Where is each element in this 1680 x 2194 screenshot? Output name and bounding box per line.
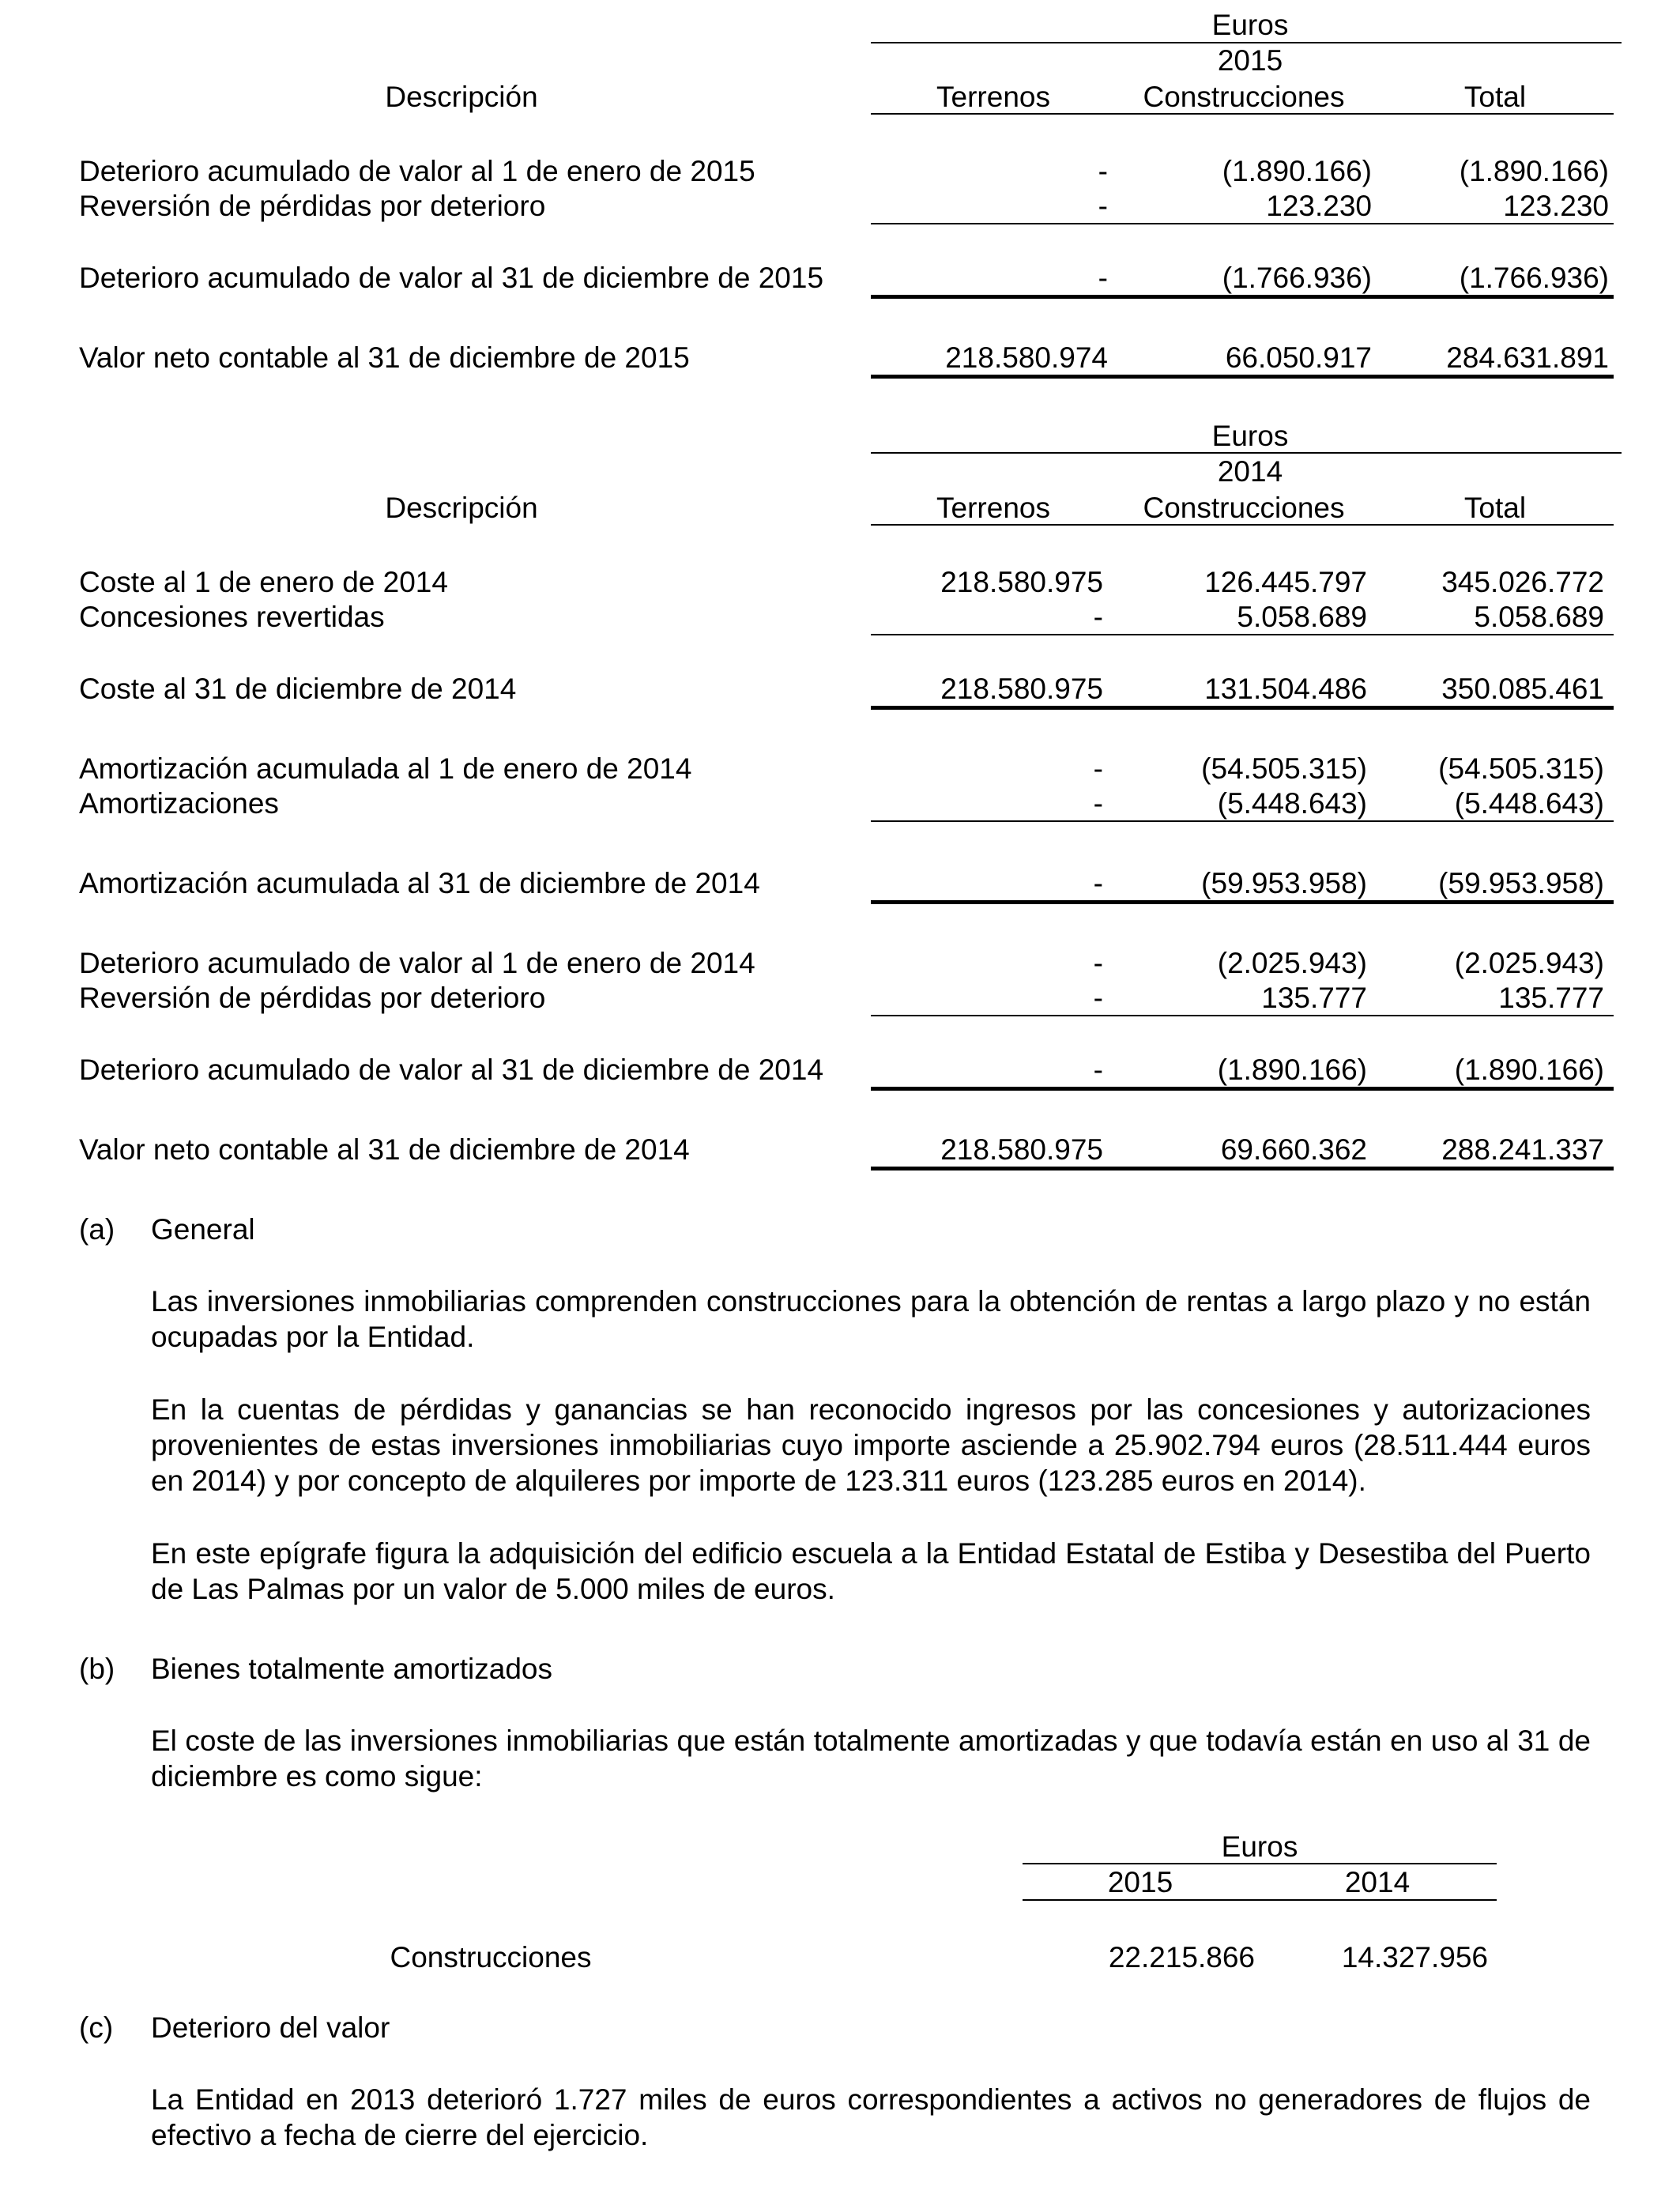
currency-header: Euros bbox=[1211, 420, 1289, 452]
section-title: General bbox=[151, 1213, 255, 1246]
section-title: Deterioro del valor bbox=[151, 2011, 390, 2044]
cell-total: 345.026.772 bbox=[1441, 566, 1604, 598]
row-label: Valor neto contable al 31 de diciembre de 2015 bbox=[79, 341, 690, 374]
cell-construcciones: (59.953.958) bbox=[1201, 867, 1367, 899]
row-label: Valor neto contable al 31 de diciembre de 2014 bbox=[79, 1133, 690, 1166]
year-header: 2015 bbox=[1217, 44, 1283, 77]
cell-total: (54.505.315) bbox=[1438, 752, 1604, 785]
cell-total: (5.448.643) bbox=[1454, 787, 1604, 820]
section-title: Bienes totalmente amortizados bbox=[151, 1653, 552, 1685]
total-rule bbox=[871, 375, 1614, 379]
row-label: Deterioro acumulado de valor al 31 de diciembre de 2014 bbox=[79, 1054, 824, 1086]
column-header-2014: 2014 bbox=[1344, 1866, 1411, 1898]
currency-header: Euros bbox=[1221, 1830, 1298, 1863]
paragraph: La Entidad en 2013 deterioró 1.727 miles de euros correspondientes a activos no generadores de flujos de efectivo a fecha de cierre del ejercicio. bbox=[151, 2083, 1591, 2151]
row-label: Concesiones revertidas bbox=[79, 601, 385, 633]
column-header-total: Total bbox=[1463, 81, 1527, 113]
row-label: Amortizaciones bbox=[79, 787, 279, 820]
cell-total: 5.058.689 bbox=[1474, 601, 1604, 633]
year-header: 2014 bbox=[1217, 455, 1283, 488]
column-header-terrenos: Terrenos bbox=[936, 81, 1050, 113]
cell-total: (2.025.943) bbox=[1454, 947, 1604, 979]
row-label: Amortización acumulada al 31 de diciembre de 2014 bbox=[79, 867, 760, 899]
paragraph: En la cuentas de pérdidas y ganancias se han reconocido ingresos por las concesiones y autorizaciones provenientes de estas inversiones inmobiliarias cuyo importe asciende a 25.902.794 euros (28.511.444 euros en 2014) y por concepto de alquileres por importe de 123.311 euros (123.285 euros en 2014). bbox=[151, 1393, 1591, 1497]
cell-terrenos: - bbox=[1098, 155, 1108, 187]
cell-construcciones: 69.660.362 bbox=[1220, 1133, 1367, 1166]
cell-total: 350.085.461 bbox=[1441, 673, 1604, 705]
cell-construcciones: 123.230 bbox=[1266, 190, 1372, 222]
cell-total: 288.241.337 bbox=[1441, 1133, 1604, 1166]
total-rule bbox=[871, 295, 1614, 299]
section-letter: (a) bbox=[79, 1213, 115, 1246]
paragraph: El coste de las inversiones inmobiliarias que están totalmente amortizadas y que todavía están en uso al 31 de diciembre es como sigue: bbox=[151, 1725, 1591, 1793]
cell-construcciones: (5.448.643) bbox=[1217, 787, 1367, 820]
cell-terrenos: - bbox=[1093, 947, 1103, 979]
column-header-total: Total bbox=[1463, 492, 1527, 524]
column-header-descripcion: Descripción bbox=[385, 81, 538, 113]
cell-total: (1.766.936) bbox=[1459, 262, 1609, 294]
cell-total: 123.230 bbox=[1503, 190, 1609, 222]
column-header-terrenos: Terrenos bbox=[936, 492, 1050, 524]
cell-terrenos: 218.580.975 bbox=[940, 566, 1103, 598]
row-label: Reversión de pérdidas por deterioro bbox=[79, 190, 546, 222]
row-label: Reversión de pérdidas por deterioro bbox=[79, 982, 546, 1014]
total-rule bbox=[871, 900, 1614, 904]
subtotal-rule bbox=[871, 634, 1614, 635]
subtotal-rule bbox=[871, 820, 1614, 822]
cell-total: (59.953.958) bbox=[1438, 867, 1604, 899]
cell-construcciones: (2.025.943) bbox=[1217, 947, 1367, 979]
header-rule bbox=[871, 524, 1614, 526]
cell-2014: 14.327.956 bbox=[1341, 1941, 1488, 1973]
column-header-construcciones: Construcciones bbox=[1143, 492, 1345, 524]
cell-terrenos: - bbox=[1093, 1054, 1103, 1086]
cell-total: (1.890.166) bbox=[1454, 1054, 1604, 1086]
column-header-construcciones: Construcciones bbox=[1143, 81, 1345, 113]
cell-terrenos: - bbox=[1093, 752, 1103, 785]
cell-construcciones: (54.505.315) bbox=[1201, 752, 1367, 785]
total-rule bbox=[871, 706, 1614, 710]
row-label: Deterioro acumulado de valor al 1 de enero de 2015 bbox=[79, 155, 755, 187]
cell-terrenos: 218.580.975 bbox=[940, 1133, 1103, 1166]
header-rule bbox=[871, 452, 1622, 454]
cell-terrenos: - bbox=[1093, 787, 1103, 820]
subtotal-rule bbox=[871, 223, 1614, 224]
cell-terrenos: 218.580.974 bbox=[945, 341, 1108, 374]
cell-construcciones: 66.050.917 bbox=[1225, 341, 1372, 374]
cell-construcciones: (1.890.166) bbox=[1217, 1054, 1367, 1086]
header-rule bbox=[1023, 1863, 1497, 1864]
header-rule bbox=[871, 113, 1614, 115]
section-letter: (b) bbox=[79, 1653, 115, 1685]
row-label: Amortización acumulada al 1 de enero de 2014 bbox=[79, 752, 692, 785]
cell-terrenos: - bbox=[1093, 867, 1103, 899]
row-label: Coste al 31 de diciembre de 2014 bbox=[79, 673, 517, 705]
row-label: Deterioro acumulado de valor al 31 de diciembre de 2015 bbox=[79, 262, 824, 294]
section-letter: (c) bbox=[79, 2011, 114, 2044]
currency-header: Euros bbox=[1211, 9, 1289, 41]
cell-total: (1.890.166) bbox=[1459, 155, 1609, 187]
paragraph: En este epígrafe figura la adquisición del edificio escuela a la Entidad Estatal de Estiba y Desestiba del Puerto de Las Palmas por un valor de 5.000 miles de euros. bbox=[151, 1537, 1591, 1605]
row-label: Deterioro acumulado de valor al 1 de enero de 2014 bbox=[79, 947, 755, 979]
header-rule bbox=[1023, 1899, 1497, 1901]
cell-total: 135.777 bbox=[1498, 982, 1604, 1014]
cell-terrenos: 218.580.975 bbox=[940, 673, 1103, 705]
row-label: Coste al 1 de enero de 2014 bbox=[79, 566, 448, 598]
cell-construcciones: 126.445.797 bbox=[1204, 566, 1367, 598]
column-header-2015: 2015 bbox=[1107, 1866, 1173, 1898]
cell-construcciones: 131.504.486 bbox=[1204, 673, 1367, 705]
row-label: Construcciones bbox=[390, 1941, 592, 1973]
cell-construcciones: (1.766.936) bbox=[1222, 262, 1372, 294]
column-header-descripcion: Descripción bbox=[385, 492, 538, 524]
cell-construcciones: 135.777 bbox=[1261, 982, 1367, 1014]
cell-terrenos: - bbox=[1093, 982, 1103, 1014]
cell-total: 284.631.891 bbox=[1446, 341, 1609, 374]
cell-construcciones: 5.058.689 bbox=[1237, 601, 1367, 633]
cell-terrenos: - bbox=[1093, 601, 1103, 633]
cell-terrenos: - bbox=[1098, 190, 1108, 222]
header-rule bbox=[871, 42, 1622, 43]
cell-construcciones: (1.890.166) bbox=[1222, 155, 1372, 187]
paragraph: Las inversiones inmobiliarias comprenden construcciones para la obtención de rentas a largo plazo y no están ocupadas por la Entidad. bbox=[151, 1285, 1591, 1353]
cell-terrenos: - bbox=[1098, 262, 1108, 294]
total-rule bbox=[871, 1087, 1614, 1091]
total-rule bbox=[871, 1167, 1614, 1171]
subtotal-rule bbox=[871, 1015, 1614, 1016]
cell-2015: 22.215.866 bbox=[1108, 1941, 1255, 1973]
